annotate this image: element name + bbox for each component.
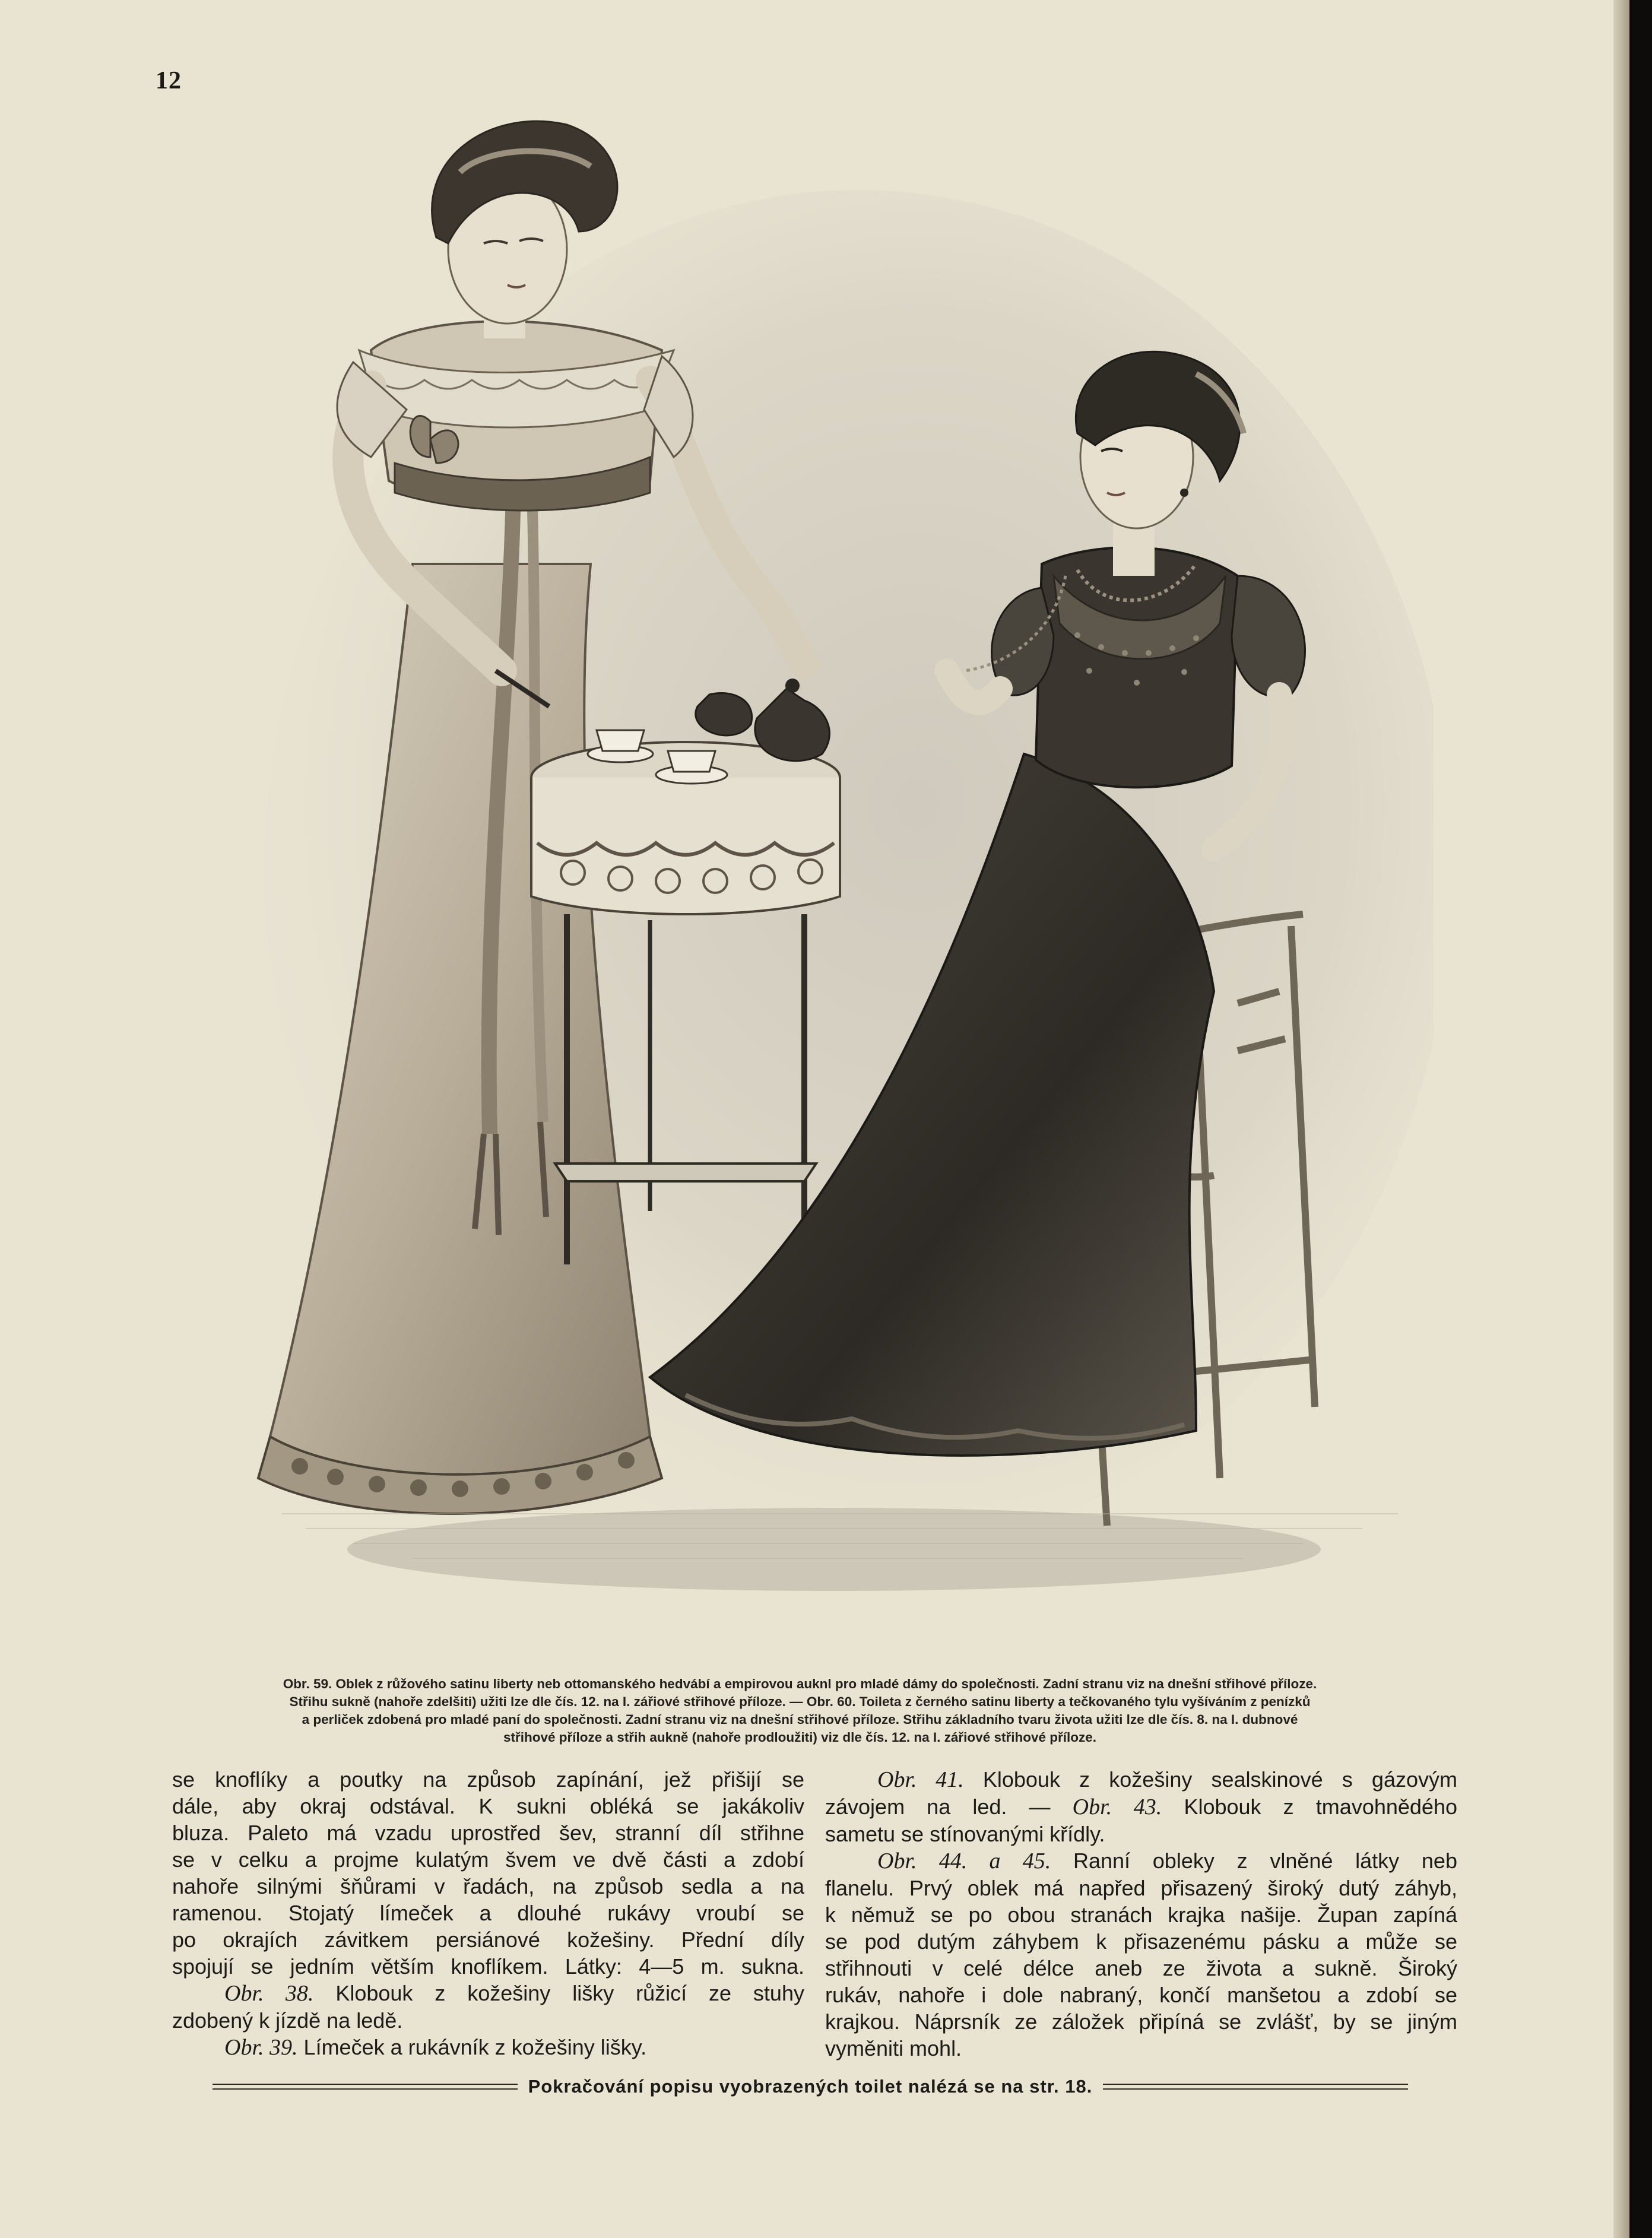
caption-line: Obr. 59. Oblek z růžového satinu liberty neb ottomanského hedvábí a empirovou auknl pro mladé dámy do společnosti. Zadní stranu viz na dnešní střihové příloze. (283, 1676, 1317, 1691)
text-line: zdobený k jízdě na ledě. (172, 2008, 403, 2033)
text-line: sametu se stínovanými křídly. (825, 1822, 1105, 1846)
double-rule-left (213, 2084, 518, 2090)
floor-shadow (347, 1508, 1321, 1591)
text-run: Klobouk z kožešiny lišky růžicí ze stuhy (335, 1981, 804, 2005)
double-rule-right (1103, 2084, 1408, 2090)
page-number: 12 (156, 67, 182, 94)
caption-line: Střihu sukně (nahoře zdelšiti) užiti lze dle čís. 12. na I. zářiové střihové příloze. — Obr. 60. Toileta z černého satinu liberty a tečkovaného tylu vyšíváním z penízků (289, 1694, 1311, 1709)
text-run: Límeček a rukávník z kožešiny lišky. (303, 2035, 647, 2059)
text-line: střihnouti v celé délce aneb ze života a sukně. Široký (825, 1956, 1457, 1980)
text-run: Klobouk z kožešiny sealskinové s gázovým (982, 1767, 1457, 1792)
fashion-engraving (234, 101, 1434, 1632)
figure-reference: Obr. 44. a 45. (877, 1849, 1051, 1874)
text-line: po okrajích závitkem persiánové kožešiny. Přední díly (172, 1928, 804, 1952)
page-edge (1613, 0, 1629, 2238)
figure-caption (157, 1675, 1442, 1746)
caption-line: střihové příloze a střih aukně (nahoře prodloužiti) viz dle čís. 12. na I. zářiové střihové příloze. (503, 1730, 1096, 1745)
figure-reference: Obr. 41. (877, 1767, 964, 1792)
right-text-column (825, 1766, 1457, 2062)
text-line (825, 1847, 1457, 1875)
continuation-text: Pokračování popisu vyobrazených toilet nalézá se na str. 18. (528, 2076, 1093, 2097)
text-line: se v celku a projme kulatým švem ve dvě části a zdobí (172, 1847, 804, 1872)
text-run: Ranní obleky z vlněné látky neb (1073, 1849, 1457, 1873)
text-line: se pod dutým záhybem k přisazenému pásku a může se (825, 1929, 1457, 1954)
figure-reference: Obr. 38. (224, 1981, 314, 2006)
text-line: flanelu. Prvý oblek má napřed přisazený široký dutý záhyb, (825, 1876, 1457, 1900)
text-line: vyměniti mohl. (825, 2036, 962, 2061)
text-line: nahoře silnými šňůrami v řadách, na způsob sedla a na (172, 1874, 804, 1898)
text-run: závojem na led. — (825, 1795, 1073, 1819)
text-line (825, 1793, 1457, 1821)
text-line: rukáv, nahoře i dole nabraný, končí manšetou a zdobí se (825, 1983, 1457, 2007)
text-line: ramenou. Stojatý límeček a dlouhé rukávy vroubí se (172, 1901, 804, 1925)
figure-reference: Obr. 39. (224, 2035, 298, 2060)
text-line: spojují se jedním větším knoflíkem. Látky: 4—5 m. sukna. (172, 1954, 804, 1979)
text-line (825, 1766, 1457, 1793)
left-text-column (172, 1766, 804, 2061)
figure-reference: Obr. 43. (1072, 1795, 1162, 1819)
text-run: Klobouk z tmavohnědého (1184, 1795, 1457, 1819)
fashion-illustration (234, 101, 1434, 1632)
text-line: k němuž se po obou stranách krajka našije. Župan zapíná (825, 1903, 1457, 1927)
text-line (172, 1980, 804, 2007)
text-line: bluza. Paleto má vzadu uprostřed šev, stranní díl střihne (172, 1821, 804, 1845)
continuation-note (202, 2072, 1419, 2101)
caption-line: a perliček zdobená pro mladé paní do společnosti. Zadní stranu viz na dnešní střihové příloze. Střihu základního tvaru života užiti lze dle čís. 8. na I. dubnové (302, 1712, 1298, 1727)
text-line: se knoflíky a poutky na způsob zapínání, jež přišijí se (172, 1767, 804, 1792)
text-line: krajkou. Náprsník ze záložek připíná se zvlášť, by se jiným (825, 2009, 1457, 2034)
text-line (172, 2034, 804, 2061)
text-line: dále, aby okraj odstával. K sukni obléká se jakákoliv (172, 1794, 804, 1818)
